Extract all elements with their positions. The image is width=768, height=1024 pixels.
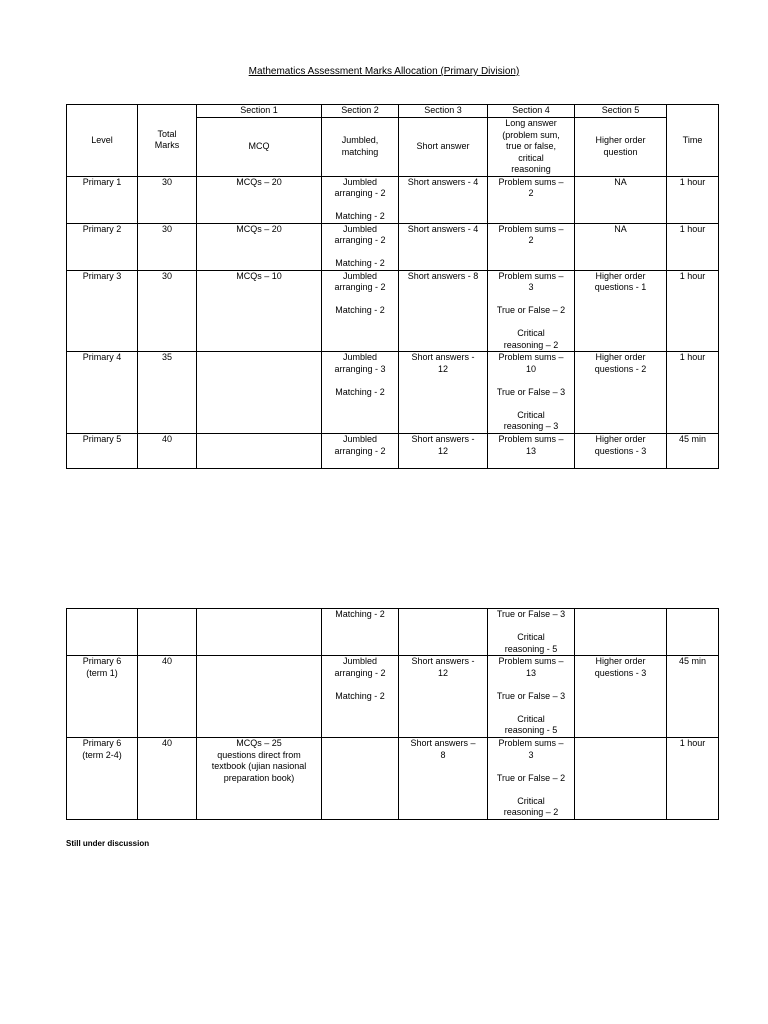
cell bbox=[197, 609, 322, 656]
table-row bbox=[67, 656, 719, 738]
cell: Higher order questions - 3 bbox=[575, 434, 667, 469]
cell: 35 bbox=[138, 352, 197, 434]
cell: 30 bbox=[138, 223, 197, 270]
cell: Short answers - 4 bbox=[399, 176, 488, 223]
cell: 1 hour bbox=[667, 176, 719, 223]
cell bbox=[67, 609, 138, 656]
cell: 30 bbox=[138, 176, 197, 223]
cell: Matching - 2 bbox=[322, 609, 399, 656]
header-type-mcq: MCQ bbox=[197, 118, 322, 177]
cell: Jumbled arranging - 3 Matching - 2 bbox=[322, 352, 399, 434]
cell: Primary 1 bbox=[67, 176, 138, 223]
cell bbox=[138, 609, 197, 656]
cell: Short answers - 12 bbox=[399, 656, 488, 738]
cell: 40 bbox=[138, 656, 197, 738]
cell: Primary 3 bbox=[67, 270, 138, 352]
cell bbox=[667, 609, 719, 656]
cell: 45 min bbox=[667, 656, 719, 738]
cell: True or False – 3 Critical reasoning - 5 bbox=[488, 609, 575, 656]
cell: MCQs – 20 bbox=[197, 176, 322, 223]
cell: Higher order questions - 3 bbox=[575, 656, 667, 738]
table-row bbox=[67, 738, 719, 820]
cell: Primary 2 bbox=[67, 223, 138, 270]
cell: 1 hour bbox=[667, 352, 719, 434]
cell bbox=[575, 738, 667, 820]
header-type-long: Long answer (problem sum, true or false, critical reasoning bbox=[488, 118, 575, 177]
cell: Problem sums – 13 True or False – 3 Critical reasoning - 5 bbox=[488, 656, 575, 738]
cell: Jumbled arranging - 2 Matching - 2 bbox=[322, 656, 399, 738]
cell bbox=[197, 434, 322, 469]
cell: 1 hour bbox=[667, 270, 719, 352]
cell: Short answers - 12 bbox=[399, 434, 488, 469]
header-section-5: Section 5 bbox=[575, 105, 667, 118]
page-title: Mathematics Assessment Marks Allocation (Primary Division) bbox=[248, 66, 520, 77]
marks-allocation-table-continued bbox=[66, 608, 719, 820]
cell: Short answers – 8 bbox=[399, 738, 488, 820]
cell: 45 min bbox=[667, 434, 719, 469]
cell bbox=[399, 609, 488, 656]
discussion-note: Still under discussion bbox=[66, 839, 150, 848]
cell: MCQs – 10 bbox=[197, 270, 322, 352]
header-section-2: Section 2 bbox=[322, 105, 399, 118]
table-row bbox=[67, 352, 719, 434]
cell: 1 hour bbox=[667, 223, 719, 270]
cell: NA bbox=[575, 223, 667, 270]
cell: Primary 5 bbox=[67, 434, 138, 469]
header-type-jumbled: Jumbled, matching bbox=[322, 118, 399, 177]
marks-allocation-table bbox=[66, 104, 719, 469]
cell: Primary 6 (term 2-4) bbox=[67, 738, 138, 820]
cell: Problem sums – 2 bbox=[488, 223, 575, 270]
cell bbox=[197, 656, 322, 738]
header-section-3: Section 3 bbox=[399, 105, 488, 118]
cell: Problem sums – 2 bbox=[488, 176, 575, 223]
table-row bbox=[67, 270, 719, 352]
cell: 1 hour bbox=[667, 738, 719, 820]
cell bbox=[575, 609, 667, 656]
cell: Problem sums – 3 True or False – 2 Critical reasoning – 2 bbox=[488, 738, 575, 820]
cell: Short answers - 4 bbox=[399, 223, 488, 270]
cell: Jumbled arranging - 2 Matching - 2 bbox=[322, 176, 399, 223]
cell bbox=[197, 352, 322, 434]
cell: Short answers - 8 bbox=[399, 270, 488, 352]
cell: Jumbled arranging - 2 bbox=[322, 434, 399, 469]
table-row bbox=[67, 176, 719, 223]
cell: Primary 6 (term 1) bbox=[67, 656, 138, 738]
cell: 40 bbox=[138, 434, 197, 469]
header-section-4: Section 4 bbox=[488, 105, 575, 118]
header-level: Level bbox=[67, 105, 138, 177]
cell: Higher order questions - 1 bbox=[575, 270, 667, 352]
cell: 30 bbox=[138, 270, 197, 352]
cell: Higher order questions - 2 bbox=[575, 352, 667, 434]
table-row bbox=[67, 609, 719, 656]
cell: Problem sums – 13 bbox=[488, 434, 575, 469]
cell: MCQs – 25 questions direct from textbook (ujian nasional preparation book) bbox=[197, 738, 322, 820]
cell: Jumbled arranging - 2 Matching - 2 bbox=[322, 223, 399, 270]
header-section-1: Section 1 bbox=[197, 105, 322, 118]
table-row bbox=[67, 223, 719, 270]
cell: 40 bbox=[138, 738, 197, 820]
header-type-short: Short answer bbox=[399, 118, 488, 177]
cell: Problem sums – 10 True or False – 3 Critical reasoning – 3 bbox=[488, 352, 575, 434]
cell: Jumbled arranging - 2 Matching - 2 bbox=[322, 270, 399, 352]
cell: NA bbox=[575, 176, 667, 223]
header-type-higher: Higher order question bbox=[575, 118, 667, 177]
table-row bbox=[67, 434, 719, 469]
cell: Short answers - 12 bbox=[399, 352, 488, 434]
cell: Primary 4 bbox=[67, 352, 138, 434]
header-total-marks: Total Marks bbox=[138, 105, 197, 177]
cell: Problem sums – 3 True or False – 2 Critical reasoning – 2 bbox=[488, 270, 575, 352]
cell: MCQs – 20 bbox=[197, 223, 322, 270]
header-time: Time bbox=[667, 105, 719, 177]
cell bbox=[322, 738, 399, 820]
